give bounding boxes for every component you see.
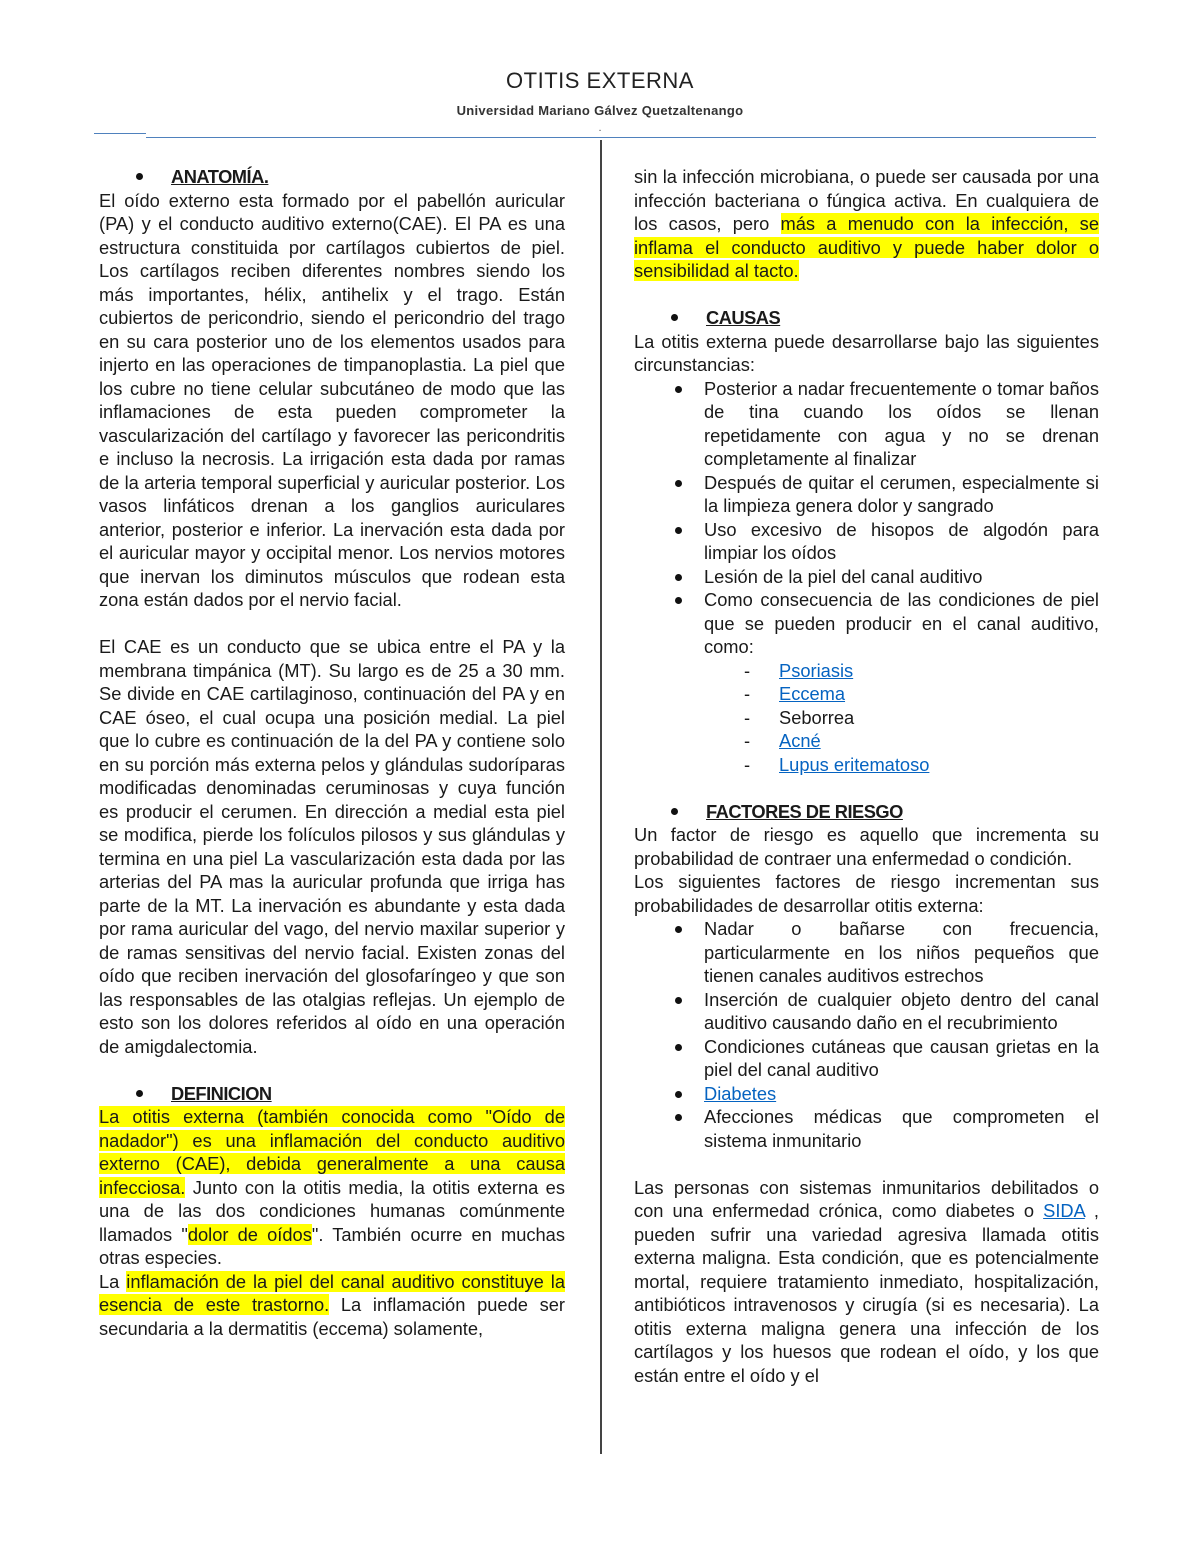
anatomia-paragraph-2: El CAE es un conducto que se ubica entre el PA y la membrana timpánica (MT). Su largo es de 25 a 30 mm. Se divide en CAE cartilaginoso, continuación del PA y en CAE óseo, el cual ocupa una posición medial. La piel que lo cubre es continuación de la del PA y contiene solo en su porción más externa pelos y glándulas sudoríparas modificadas denominadas ceruminosas y cuya función es producir el cerumen. En dirección a medial esta piel se modifica, pierde los folículos pilosos y sus glándulas y termina en una piel La vascularización esta dada por las arterias del PA mas la auricular profunda que irriga has parte de la MT. La inervación es abundante y esta dada por rama auricular del vago, del nervio maxilar superior y de ramas sensitivas del nervio facial. Existen zonas del oído que reciben inervación del glosofaríngeo y que son las responsables de las otalgias reflejas. Un ejemplo de esto son los dolores referidos al oído en una operación de amigdalectomia. (99, 636, 565, 1057)
factores-list (634, 917, 1099, 1152)
link-sida[interactable]: SIDA (1043, 1200, 1085, 1221)
anatomia-heading: ANATOMÍA. (171, 166, 269, 187)
section-heading-factores (634, 800, 1099, 824)
list-item (634, 706, 1099, 730)
section-heading-definicion (99, 1082, 565, 1106)
list-item (634, 1082, 1099, 1106)
highlighted-text: La otitis externa (también conocida como "Oído de nadador") es una inflamación del conducto auditivo externo (CAE), debida generalmente a una causa infecciosa. (99, 1106, 565, 1198)
list-item: Como consecuencia de las condiciones de piel que se pueden producir en el canal auditivo, como: (634, 588, 1099, 659)
causas-heading: CAUSAS (706, 307, 781, 328)
link-diabetes[interactable]: Diabetes (704, 1082, 777, 1104)
seborrea-text: Seborrea (779, 706, 855, 728)
causas-intro: La otitis externa puede desarrollarse bajo las siguientes circunstancias: (634, 330, 1099, 375)
definicion-paragraph-2: La inflamación de la piel del canal auditivo constituye la esencia de este trastorno. La inflamación puede ser secundaria a la dermatitis (eccema) solamente, (99, 1270, 566, 1339)
list-item: Condiciones cutáneas que causan grietas en la piel del canal auditivo (634, 1035, 1099, 1082)
section-heading-causas (634, 306, 1099, 330)
definicion-heading: DEFINICION (171, 1082, 272, 1104)
factores-paragraph-3: Las personas con sistemas inmunitarios debilitados o con una enfermedad crónica, como diabetes o SIDA , pueden sufrir una variedad agresiva llamada otitis externa maligna. Esta condición, que es potencialmente mortal, requiere tratamiento inmediato, hospitalización, antibióticos intravenosos y cirugía (si es necesaria). La otitis externa maligna genera una infección de los cartílagos y los huesos que rodean el oído, y los que están entre el oído y el (634, 1176, 1099, 1386)
link-psoriasis[interactable]: Psoriasis (779, 659, 854, 681)
document-subtitle: Universidad Mariano Gálvez Quetzaltenango (456, 103, 744, 118)
header-rule (146, 137, 1096, 138)
highlighted-text: dolor de oídos (187, 1223, 312, 1245)
causas-list (634, 377, 1099, 659)
column-divider (600, 140, 602, 1454)
factores-paragraph-2: Los siguientes factores de riesgo incrementan sus probabilidades de desarrollar otitis externa: (634, 871, 1099, 916)
list-item (634, 659, 1099, 683)
list-item: Nadar o bañarse con frecuencia, particularmente en los niños pequeños que tienen canales auditivos estrechos (634, 917, 1099, 988)
definicion-paragraph-1: La otitis externa (también conocida como "Oído de nadador") es una inflamación del conducto auditivo externo (CAE), debida generalmente a una causa infecciosa. Junto con la otitis media, la otitis externa es una de las dos condiciones humanas comúnmente llamados "dolor de oídos". También ocurre en muchas otras especies. (99, 1106, 565, 1268)
link-lupus[interactable]: Lupus eritematoso (779, 753, 930, 775)
highlighted-text: inflamación de la piel del canal auditivo constituye la esencia de este trastorno. (99, 1270, 565, 1315)
left-column (99, 165, 565, 1340)
highlighted-text: más a menudo con la infección, se inflama el conducto auditivo y puede haber dolor o sensibilidad al tacto. (634, 213, 1099, 281)
list-item (634, 729, 1099, 753)
list-item: Afecciones médicas que comprometen el sistema inmunitario (634, 1105, 1099, 1152)
header-rule-left (94, 133, 146, 134)
section-heading-anatomia (99, 165, 565, 189)
right-column (634, 165, 1099, 1387)
definicion-continuation: sin la infección microbiana, o puede ser causada por una infección bacteriana o fúngica activa. En cualquiera de los casos, pero más a menudo con la infección, se inflama el conducto auditivo y puede haber dolor o sensibilidad al tacto. (634, 166, 1099, 281)
list-item: Posterior a nadar frecuentemente o tomar baños de tina cuando los oídos se llenan repetidamente con agua y no se drenan completamente al finalizar (634, 377, 1099, 471)
list-item (634, 682, 1099, 706)
list-item: Lesión de la piel del canal auditivo (634, 565, 1099, 589)
factores-heading: FACTORES DE RIESGO (706, 800, 903, 822)
bullet-icon (136, 173, 143, 180)
bullet-icon (136, 1090, 143, 1097)
link-eccema[interactable]: Eccema (779, 683, 846, 704)
skin-conditions-list (634, 659, 1099, 777)
list-item: Después de quitar el cerumen, especialmente si la limpieza genera dolor y sangrado (634, 471, 1099, 518)
bullet-icon (671, 314, 678, 321)
list-item: Uso excesivo de hisopos de algodón para limpiar los oídos (634, 518, 1099, 565)
list-item: Inserción de cualquier objeto dentro del canal auditivo causando daño en el recubrimiento (634, 988, 1099, 1035)
document-title: OTITIS EXTERNA (506, 68, 694, 93)
page-header (0, 68, 1200, 134)
list-item (634, 753, 1099, 777)
link-acne[interactable]: Acné (779, 730, 821, 751)
anatomia-paragraph-1: El oído externo esta formado por el pabellón auricular (PA) y el conducto auditivo externo(CAE). El PA es una estructura constituida por cartílagos cubiertos de piel. Los cartílagos reciben diferentes nombres siendo los más importantes, hélix, antihelix y el trago. Están cubiertos de pericondrio, siendo el pericondrio del trago en su cara posterior uno de los elementos usados para injerto en las operaciones de timpanoplastia. La piel que los cubre no tiene celular subcutáneo de modo que las inflamaciones de esta pueden comprometer la vascularización del cartílago y favorecer las pericondritis e incluso la necrosis. La irrigación esta dada por ramas de la arteria temporal superficial y auricular posterior. Los vasos linfáticos drenan a los ganglios auriculares anterior, posterior e inferior. La inervación esta dada por el auricular mayor y occipital menor. Los nervios motores que inervan los diminutos músculos que rodean esta zona están dados por el nervio facial. (99, 189, 565, 610)
factores-paragraph-1: Un factor de riesgo es aquello que incrementa su probabilidad de contraer una enfermedad o condición. (634, 824, 1099, 869)
header-dot: . (598, 122, 602, 134)
bullet-icon (671, 808, 678, 815)
